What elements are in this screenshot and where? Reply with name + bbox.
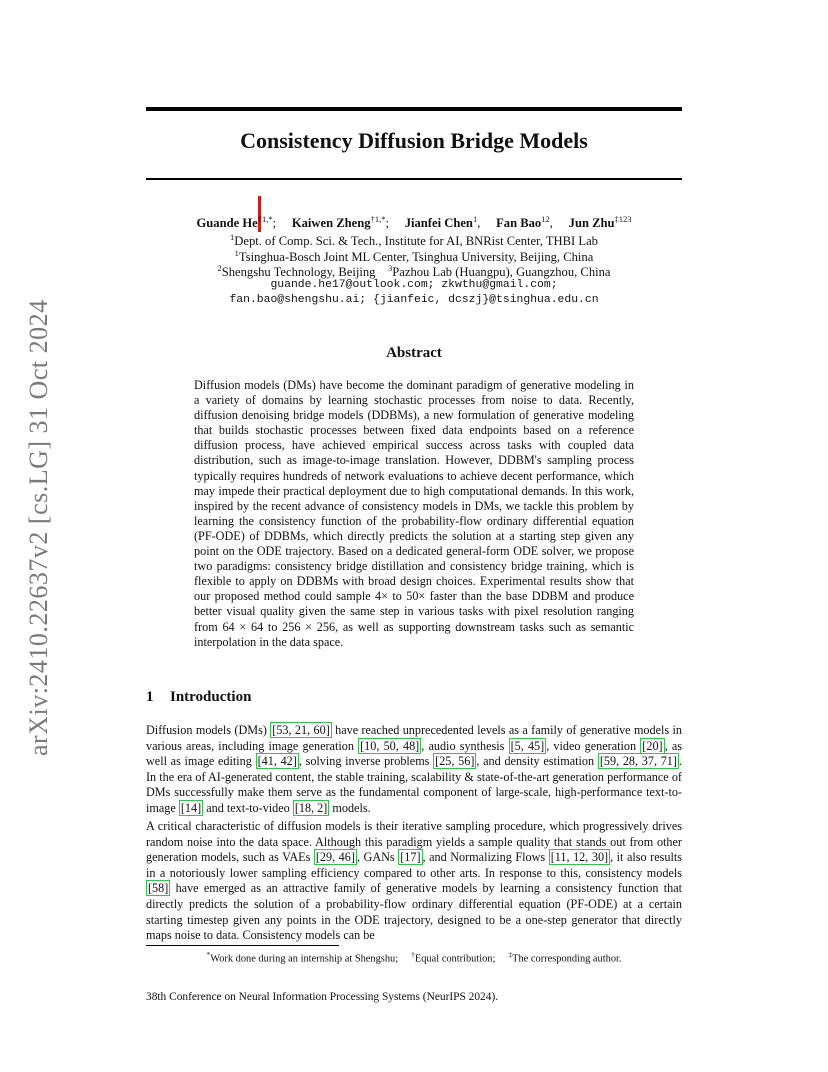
paper-title: Consistency Diffusion Bridge Models xyxy=(240,128,588,153)
section-title: Introduction xyxy=(170,689,252,705)
author-email-line: fan.bao@shengshu.ai; {jianfeic, dcszj}@tsinghua.edu.cn xyxy=(229,294,599,306)
citation-link[interactable]: [17] xyxy=(400,850,421,865)
abstract-part: Diffusion models (DMs) have become the dominant paradigm of generative modeling in a variety of domains by learning stochastic processes from noise to data. Recently, diffusion denoising bridge models (DDBMs), a new formulation of generative modeling that builds stochastic processes between fixed data endpoints based on a reference diffusion process, have achieved empirical success across tasks with coupled data distribution, such as image-to-image translation. However, DDBM's sampling process typically requires hundreds of network evaluations to achieve decent performance, which may impede their practical deployment due to high computational demands. In this work, inspired by the recent advance of consistency models in DMs, we tackle this problem by learning the consistency function of the probability-flow ordinary differential equation (PF-ODE) of DDBMs, which directly predicts the solution at a starting step given any point on the ODE trajectory. Based on a dedicated general-form ODE solver, we propose two paradigms: consistency bridge distillation and consistency bridge training, which is flexible to apply on DDBMs with broad design choices. Experimental results show that our proposed method could sample xyxy=(194,378,634,604)
author-marks: ‡123 xyxy=(614,214,632,224)
paragraph-text: , solving inverse problems xyxy=(298,754,434,769)
abstract-text xyxy=(194,378,634,650)
footnote-rule xyxy=(146,945,339,946)
speedup-max: 50× xyxy=(406,589,426,604)
footnote-text: The corresponding author. xyxy=(512,953,622,965)
author-marks: 12 xyxy=(541,214,550,224)
paragraph-text: A critical characteristic of diffusion models is their iterative sampling procedure, which progressively drives random noise into the data space. Although this paradigm yields a sample quality that stands out from other generation models, such as VAEs xyxy=(146,819,682,865)
author-email-line: guande.he17@outlook.com; zkwthu@gmail.com; xyxy=(270,279,558,291)
citation-link[interactable]: [18, 2] xyxy=(294,800,328,815)
affiliation-mark: 2 xyxy=(217,263,222,273)
paragraph-text: have reached unprecedented levels as a family of generative models in various areas, including image generation xyxy=(146,723,682,753)
intro-paragraph-2 xyxy=(146,819,682,944)
citation-link[interactable]: [5, 45] xyxy=(510,738,545,753)
title-bottom-rule xyxy=(146,178,682,180)
abstract-heading: Abstract xyxy=(386,345,442,361)
affiliation-text: Dept. of Comp. Sci. & Tech., Institute for AI, BNRist Center, THBI Lab xyxy=(234,234,598,249)
citation-link[interactable]: [59, 28, 37, 71] xyxy=(599,754,677,769)
paragraph-text: , GANs xyxy=(356,850,399,865)
paragraph-text: , video generation xyxy=(546,738,641,753)
abstract-part: , as well as supporting downstream tasks such as semantic interpolation in the data space. xyxy=(194,619,635,649)
paragraph-text: models. xyxy=(329,800,371,815)
abstract-part: to xyxy=(387,589,407,604)
resolution-min: 64 × 64 xyxy=(222,619,264,634)
affiliation-text: Shengshu Technology, Beijing xyxy=(221,265,376,280)
affiliation-mark: 1 xyxy=(230,232,235,242)
citation-link[interactable]: [25, 56] xyxy=(435,754,475,769)
citation-link[interactable]: [14] xyxy=(180,800,202,815)
author-name: Jianfei Chen xyxy=(404,216,473,231)
affiliation-text: Tsinghua-Bosch Joint ML Center, Tsinghua University, Beijing, China xyxy=(238,250,594,265)
paragraph-text: . In the era of AI-generated content, the stable training, scalability & state-of-the-art generation performance of DMs successfully make them serve as the fundamental component of large-scale, high-performance text-to-image xyxy=(146,754,682,815)
author-name: Guande He xyxy=(196,216,258,231)
footnote-text: Work done during an internship at Shengshu; xyxy=(210,953,399,965)
footnote-mark: † xyxy=(411,950,415,959)
author-marks: †1,* xyxy=(370,214,386,224)
section-number: 1 xyxy=(146,689,154,705)
abstract-part: to xyxy=(263,619,283,634)
footnote-text: Equal contribution; xyxy=(414,953,496,965)
author-marks: †1,* xyxy=(257,214,273,224)
citation-link[interactable]: [29, 46] xyxy=(315,850,355,865)
author-list: Guande $He^{\dagger 1,*}$; Kaiwen Zheng$^{\dagger 1,*}$; Jianfei Chen$^1$, Fan Bao$^{12}$, Jun Zhu$^{\ddagger 123}$ xyxy=(196,214,632,231)
citation-link[interactable]: [58] xyxy=(148,881,169,896)
author-name: Jun Zhu xyxy=(568,216,615,231)
paragraph-text: , as well as image editing xyxy=(146,738,682,769)
paragraph-text: , and density estimation xyxy=(476,754,598,769)
paragraph-text: and text-to-video xyxy=(203,800,293,815)
speedup-min: 4× xyxy=(375,589,388,604)
section-heading-introduction xyxy=(146,689,251,706)
citation-link[interactable]: [41, 42] xyxy=(257,754,297,769)
arxiv-sidebar-id: arXiv:2410.22637v2 [cs.LG] 31 Oct 2024 xyxy=(24,299,53,756)
affiliation-mark: 1 xyxy=(234,248,239,258)
affiliation-line xyxy=(146,232,682,249)
author-name: Fan Bao xyxy=(496,216,542,231)
intro-paragraph-1 xyxy=(146,723,682,817)
paragraph-text: , and Normalizing Flows xyxy=(422,850,549,865)
citation-link[interactable]: [10, 50, 48] xyxy=(360,738,420,753)
footnotes xyxy=(146,950,682,964)
citation-link[interactable]: [53, 21, 60] xyxy=(272,723,330,737)
paragraph-text: have emerged as an attractive family of generative models by learning a consistency function that directly predicts the solution of a probability-flow ordinary differential equation (PF-ODE) at a certain starting timestep given any points in the ODE trajectory, designed to be a one-step generator that directly maps noise to data. Consistency models can be xyxy=(146,881,682,943)
resolution-max: 256 × 256 xyxy=(282,619,336,634)
title-top-rule xyxy=(146,107,682,111)
paragraph-text: , it also results in a notoriously lower sampling efficiency compared to other arts. In response to this, consistency models xyxy=(146,850,682,880)
paragraph-text: Diffusion models (DMs) xyxy=(146,723,271,737)
footnote-mark: ‡ xyxy=(508,950,513,959)
abstract-part: faster than the base DDBM and produce better visual quality given the same step in various tasks with pixel resolution ranging from xyxy=(194,589,634,634)
affiliation-line xyxy=(146,263,682,280)
paragraph-text: , audio synthesis xyxy=(421,738,509,753)
citation-link[interactable]: [11, 12, 30] xyxy=(550,850,609,865)
citation-link[interactable]: [20] xyxy=(642,738,663,753)
author-name: Kaiwen Zheng xyxy=(291,216,371,231)
conference-venue: 38th Conference on Neural Information Processing Systems (NeurIPS 2024). xyxy=(146,991,499,1003)
affiliation-mark: 3 xyxy=(388,263,393,273)
affiliation-text: Pazhou Lab (Huangpu), Guangzhou, China xyxy=(392,265,611,280)
author-marks: 1 xyxy=(472,214,478,224)
footnote-mark: * xyxy=(206,950,211,959)
